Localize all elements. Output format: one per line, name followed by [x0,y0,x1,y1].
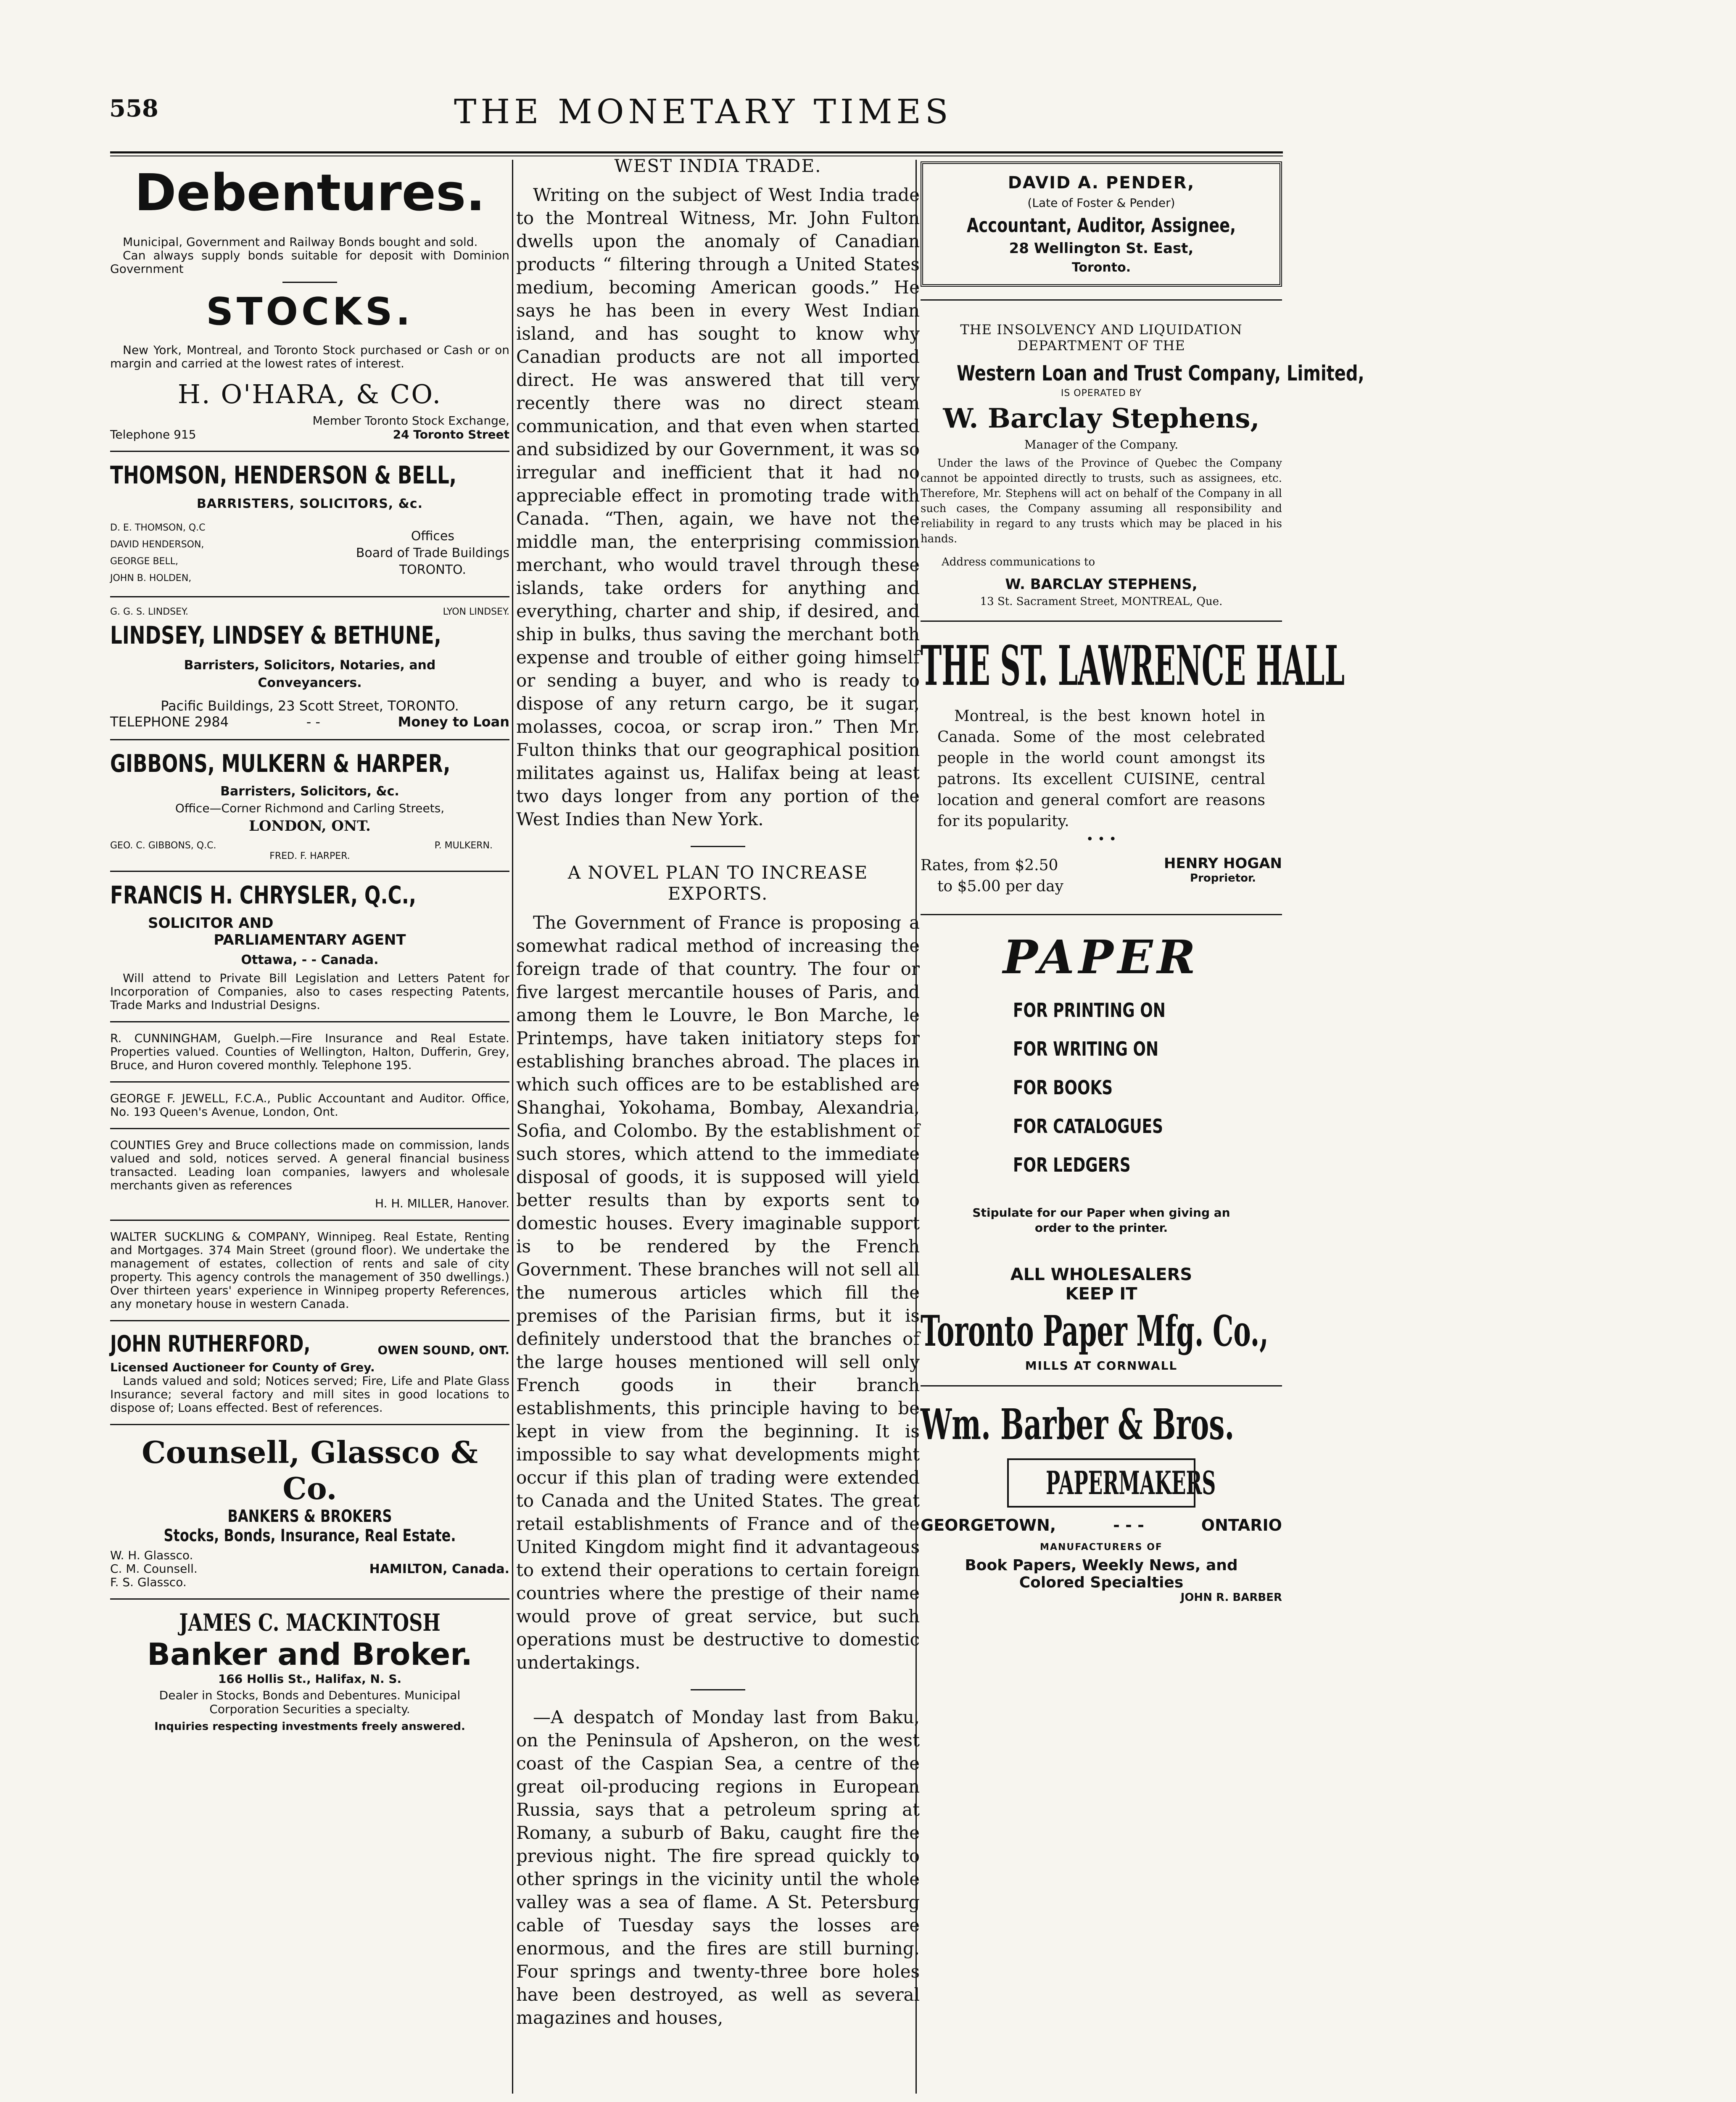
mackintosh-title: Banker and Broker. [147,1637,472,1672]
lindsey-money-to-loan: Money to Loan [398,714,509,730]
publication-title: THE MONETARY TIMES [454,92,952,131]
column-rule-1 [512,160,513,2094]
thomson-firm-name: THOMSON, HENDERSON & BELL, [110,461,457,489]
divider [110,1598,509,1600]
mackintosh-ad [110,1609,509,1733]
paper-stipulate: Stipulate for our Paper when giving an order to the printer. [972,1206,1230,1235]
chrysler-sub-2: PARLIAMENTARY AGENT [214,932,406,948]
ohara-telephone: Telephone 915 [110,428,196,441]
stocks-ad [110,289,509,452]
article-west-india-trade [516,156,920,831]
divider [282,282,337,283]
divider [691,1689,745,1690]
debentures-title: Debentures. [134,164,485,222]
pender-name: DAVID A. PENDER, [1008,173,1195,193]
offices-building: Board of Trade Buildings [356,546,509,560]
divider [110,596,509,597]
mackintosh-line-2: Corporation Securities a specialty. [209,1702,410,1716]
suckling-card: WALTER SUCKLING & COMPANY, Winnipeg. Real Estate, Renting and Mortgages. 374 Main Street (ground floor). We undertake the management of estates, collection of rents and sale of city property. This agency controls the management of 350 dwellings.) Over thirteen years' experience in Winnipeg property References, any monetary house in western Canada. [110,1230,509,1311]
paper-ad [921,932,1282,1373]
divider [110,739,509,740]
rutherford-sub: Licensed Auctioneer for County of Grey. [110,1360,375,1374]
divider [110,451,509,452]
lindsey-partner-left: G. G. S. LINDSEY. [110,607,189,617]
st-lawrence-dots: • • • [1086,832,1117,847]
st-lawrence-text: Montreal, is the best known hotel in Canada. Some of the most celebrated people in the world count amongst its patrons. Its excellent CUISINE, central location and general comfort are reasons for its popularity. [937,708,1265,830]
gibbons-firm-name: GIBBONS, MULKERN & HARPER, [110,749,451,778]
paper-item: FOR WRITING ON [1013,1038,1159,1060]
debentures-line-2: Can always supply bonds suitable for deposit with Dominion Government [110,248,509,276]
thomson-offices [356,520,509,587]
article-headline: A NOVEL PLAN TO INCREASE EXPORTS. [567,862,868,904]
barber-ad [921,1399,1282,1604]
divider [921,621,1282,622]
chrysler-place: Ottawa, - - Canada. [241,953,379,967]
paper-item: FOR LEDGERS [1013,1154,1131,1176]
debentures-line-1: Municipal, Government and Railway Bonds bought and sold. [123,235,478,249]
partner-name: F. S. Glassco. [110,1575,187,1589]
barber-products-2: Colored Specialties [1019,1574,1184,1591]
partner-name: GEORGE BELL, [110,556,178,567]
article-headline: WEST INDIA TRADE. [614,156,822,176]
mackintosh-line-3: Inquiries respecting investments freely answered. [154,1720,465,1733]
article-novel-plan [516,862,920,1674]
partner-name: JOHN B. HOLDEN, [110,573,192,584]
counties-card [110,1138,509,1210]
advertisements-column [921,156,1364,2097]
chrysler-ad [110,881,509,1022]
partner-name: C. M. Counsell. [110,1562,198,1576]
paper-item: FOR CATALOGUES [1013,1115,1163,1138]
stocks-text: New York, Montreal, and Toronto Stock purchased or Cash or on margin and carried at the lowest rates of interest. [110,343,509,370]
debentures-ad [110,164,509,283]
jewell-card: GEORGE F. JEWELL, F.C.A., Public Accountant and Auditor. Office, No. 193 Queen's Avenue, London, Ont. [110,1091,509,1119]
divider [110,1320,509,1321]
chrysler-name: FRANCIS H. CHRYSLER, Q.C., [110,881,417,909]
owner-title: Proprietor. [1190,872,1256,885]
cunningham-card: R. CUNNINGHAM, Guelph.—Fire Insurance and Real Estate. Properties valued. Counties of Wellington, Halton, Dufferin, Grey, Bruce, and Huron covered monthly. Telephone 195. [110,1031,509,1072]
barber-products-1: Book Papers, Weekly News, and [965,1557,1238,1574]
counties-text: COUNTIES Grey and Bruce collections made on commission, lands valued and sold, notices served. A general financial business transacted. Leading loan companies, lawyers and wholesale merchants given as references [110,1138,509,1192]
business-cards-column [110,156,509,2097]
insolvency-contact-address: 13 St. Sacrament Street, MONTREAL, Que. [980,595,1223,608]
pender-ad [921,161,1282,287]
st-lawrence-hall-ad [921,634,1345,897]
lindsey-ad [110,607,509,740]
owner-name: HENRY HOGAN [1164,855,1282,872]
insolvency-operated: IS OPERATED BY [1061,388,1142,399]
article-baku-fire [516,1706,920,2029]
partner-name: FRED. F. HARPER. [269,851,350,861]
rates-line: to $5.00 per day [937,878,1063,895]
article-body: The Government of France is proposing a somewhat radical method of increasing the foreign trade of that country. The four or five largest mercantile houses of Paris, and among them le Louvre, le Bon Marche, le Printemps, have taken initiatory steps for establishing branches abroad. The places in which such offices are to be established are Shanghai, Yokohama, Bombay, Alexandria, Sofia, and Colombo. By the establishment of such stores, which attend to the immediate disposal of goods, it is supposed will yield better results than by exports sent to domestic houses. Every imaginable support is to be rendered by the French Government. These branches will not sell all the numerous articles which fill the premises of the Parisian firms, but it is definitely understood that the branches of the large houses mentioned will sell only French goods in their branch establishments, this principle having to be kept in view from the beginning. It is impossible to say what developments might occur if this plan of trading were extended to Canada and the United States. The great retail establishments of France and of the United Kingdom might find it advantageous to extend their operations to certain foreign countries where the prestige of their name would prove of great service, but such operations must be destructive to domestic undertakings. [516,912,920,1673]
divider [921,1385,1282,1386]
article-body: —A despatch of Monday last from Baku, on the Peninsula of Apsheron, on the west coast of the Caspian Sea, a centre of the great oil-producing regions in European Russia, says that a petroleum spring at Romany, a suburb of Baku, caught fire the previous night. The fire spread quickly to other springs in the vicinity until the whole valley was a sea of flame. A St. Petersburg cable of Tuesday says the losses are enormous, and the fires are still burning. Four springs and twenty-three bore holes have been destroyed, as well as several magazines and houses, [516,1707,920,2028]
paper-item: FOR BOOKS [1013,1076,1113,1099]
divider [921,914,1282,915]
article-body: Writing on the subject of West India trade to the Montreal Witness, Mr. John Fulton dwells upon the anomaly of Canadian products “ filtering through a United States medium, becoming American goods.” He says he has been in every West Indian island, and has sought to know why Canadian products are not all imported direct. He was answered that till very recently there was no direct steam communication, and that even when started and subsidized by our Government, it was so irregular and inefficient that it had no appreciable effect in promoting trade with Canada. “Then, again, we have not the middle man, the enterprising commission merchant, who would travel through these islands, take orders for anything and everything, charter and ship, if desired, and ship in bulks, thus saving the merchant both expense and trouble of either going himself or sending a buyer, and who is ready to dispose of any return cargo, be it sugar, molasses, cocoa, or scrap iron.” Then Mr. Fulton thinks that our geographical position militates against us, Halifax being at least two days longer from any portion of the West Indies than New York. [516,185,920,829]
barber-dash: - - - [1113,1516,1144,1534]
thomson-henderson-bell-ad [110,461,509,597]
gibbons-office: Office—Corner Richmond and Carling Streets, [175,801,445,815]
pender-address: 28 Wellington St. East, [1009,240,1194,257]
insolvency-address-label: Address communications to [942,556,1095,568]
articles-column [516,156,920,2097]
rutherford-name: JOHN RUTHERFORD, [110,1331,311,1357]
counsell-glassco-ad [110,1434,509,1600]
insolvency-ad [921,322,1364,608]
lindsey-partner-right: LYON LINDSEY. [443,607,509,617]
mackintosh-line-1: Dealer in Stocks, Bonds and Debentures. Municipal [159,1688,461,1702]
mackintosh-address: 166 Hollis St., Halifax, N. S. [218,1672,402,1686]
header-rule [110,151,1283,153]
st-lawrence-rates [921,855,1063,897]
rates-line: Rates, from $2.50 [921,857,1058,874]
insolvency-company: Western Loan and Trust Company, Limited, [957,361,1364,386]
partner-name: D. E. THOMSON, Q.C [110,523,206,533]
divider [110,1128,509,1129]
divider [110,1220,509,1221]
paper-item: FOR PRINTING ON [1013,999,1166,1022]
chrysler-sub-1: SOLICITOR AND [148,915,274,932]
divider [110,871,509,872]
rutherford-place: OWEN SOUND, ONT. [377,1343,509,1357]
chrysler-text: Will attend to Private Bill Legislation and Letters Patent for Incorporation of Companies, also to cases respecting Patents, Trade Marks and Industrial Designs. [110,971,509,1012]
barber-papermakers: PAPERMAKERS [1046,1464,1216,1502]
offices-label: Offices [411,529,455,544]
insolvency-contact: W. BARCLAY STEPHENS, [1005,576,1198,593]
counties-signature: H. H. MILLER, Hanover. [375,1196,509,1210]
counsell-sub-1: BANKERS & BROKERS [227,1507,392,1526]
divider [110,1081,509,1083]
insolvency-text: Under the laws of the Province of Quebec the Company cannot be appointed directly to trusts, such as assignees, etc. Therefore, Mr. Stephens will act on behalf of the Company in all such cases, the Company assuming all responsibility and reliability in regard to any trusts which may be placed in his hands. [921,457,1282,545]
gibbons-ad [110,750,509,872]
partner-name: DAVID HENDERSON, [110,539,204,550]
pender-city: Toronto. [1071,260,1131,275]
insolvency-person: W. Barclay Stephens, [943,403,1260,434]
lindsey-telephone: TELEPHONE 2984 [110,714,229,730]
counsell-city: HAMILTON, Canada. [369,1561,509,1576]
lindsey-profession: Barristers, Solicitors, Notaries, and Conveyancers. [184,658,436,690]
st-lawrence-owner [1164,855,1282,885]
rutherford-ad [110,1331,509,1425]
thomson-partners [110,520,206,587]
barber-province: ONTARIO [1201,1516,1282,1534]
divider [921,299,1282,301]
gibbons-profession: Barristers, Solicitors, &c. [220,784,399,799]
pender-late: (Late of Foster & Pender) [1027,196,1175,210]
divider [110,1021,509,1022]
insolvency-manager: Manager of the Company. [1024,438,1179,452]
barber-manufacturers: MANUFACTURERS OF [1040,1542,1163,1553]
ohara-address: 24 Toronto Street [393,428,509,441]
paper-wholesalers-1: ALL WHOLESALERS [1010,1265,1193,1284]
ohara-firm-name: H. O'HARA, & CO. [177,379,442,409]
partner-name: GEO. C. GIBBONS, Q.C. [110,840,216,851]
partner-name: P. MULKERN. [434,840,493,851]
insolvency-line-1: THE INSOLVENCY AND LIQUIDATION [960,322,1243,338]
partner-name: W. H. Glassco. [110,1548,193,1562]
pender-role: Accountant, Auditor, Assignee, [966,214,1236,237]
paper-title: PAPER [1003,930,1200,984]
insolvency-line-2: DEPARTMENT OF THE [1017,338,1185,354]
stocks-title: STOCKS. [206,290,414,334]
st-lawrence-title: THE ST. LAWRENCE HALL [921,634,1345,698]
divider [110,1424,509,1425]
page-header [109,92,1286,141]
lindsey-address: Pacific Buildings, 23 Scott Street, TORONTO. [161,698,459,714]
paper-company: Toronto Paper Mfg. Co., [921,1306,1269,1356]
paper-mills: MILLS AT CORNWALL [1025,1359,1178,1373]
page-number: 558 [109,95,158,122]
barber-place: GEORGETOWN, [921,1516,1056,1534]
rutherford-text: Lands valued and sold; Notices served; Fire, Life and Plate Glass Insurance; several factory and mill sites in good locations to dispose of; Loans effected. Best of references. [110,1374,509,1415]
barber-name: Wm. Barber & Bros. [921,1400,1235,1449]
lindsey-firm-name: LINDSEY, LINDSEY & BETHUNE, [110,621,441,650]
ohara-member: Member Toronto Stock Exchange, [312,414,509,428]
offices-city: TORONTO. [399,562,466,577]
mackintosh-name: JAMES C. MACKINTOSH [179,1609,441,1637]
paper-wholesalers-2: KEEP IT [1065,1284,1137,1304]
lindsey-dash: - - [306,714,320,730]
gibbons-city: LONDON, ONT. [249,818,371,834]
barber-signature: JOHN R. BARBER [1180,1591,1282,1604]
counsell-name: Counsell, Glassco & Co. [142,1434,478,1506]
thomson-profession: BARRISTERS, SOLICITORS, &c. [197,496,423,511]
counsell-partners [110,1549,198,1589]
divider [691,846,745,847]
counsell-sub-2: Stocks, Bonds, Insurance, Real Estate. [164,1526,456,1545]
